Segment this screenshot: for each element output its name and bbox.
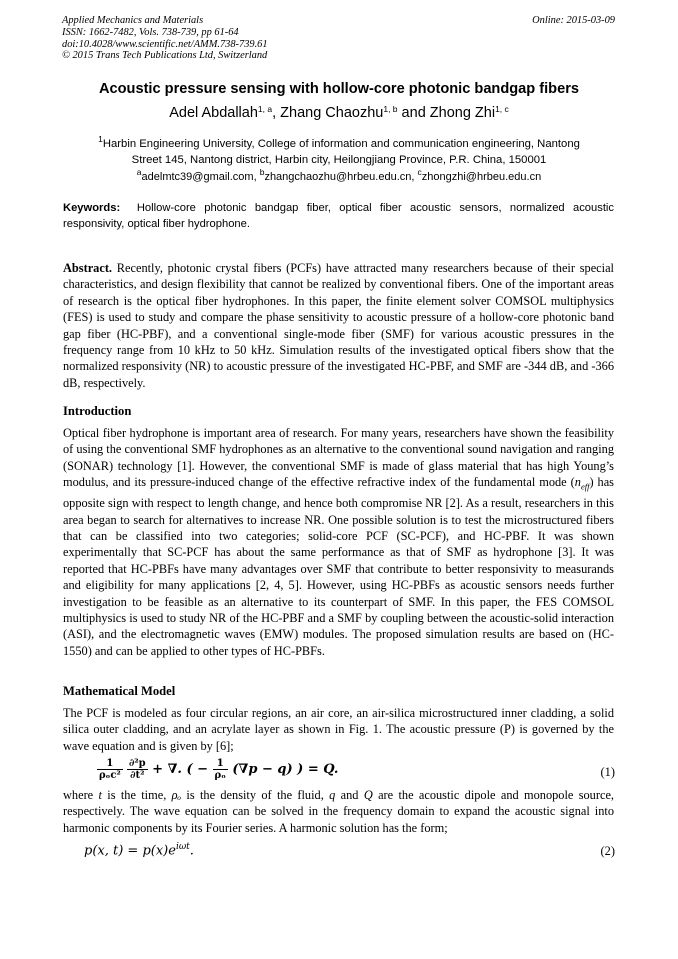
intro-text-part-1: Optical fiber hydrophone is important area of research. For many years, researchers have shown the feasibility of using the conventional SMF hydrophones as an alternative to the conventional sound navigation and ranging (SONAR) technology [1]. However, the conventional SMF is made of glass material that has high Young’s modulus, and its pressure-induced change of the effective refractive index of the fundamental mode ( [63,426,614,490]
affiliation [62,131,616,168]
journal-name: Applied Mechanics and Materials [62,15,204,26]
text2-part: are the acoustic dipole and monopole source, respectively. The wave equation can be solved in the frequency domain to expand the acoustic signal into harmonic components by its Fourier series. A harmonic solution has the form; [63,788,615,835]
var-Q: Q [363,788,373,802]
eq1-frac-1-den: ρₒc² [99,770,121,781]
eq1-frac-2 [127,758,148,781]
online-date: Online: 2015-03-09 [532,15,615,26]
abstract [63,260,614,391]
author-name: Zhong Zhi [429,105,496,121]
author-sup: 1, a [257,104,273,114]
model-text-1: The PCF is modeled as four circular regions, an air core, an air-silica microstructured inner cladding, a solid silica outer cladding, and an acrylate layer as shown in Fig. 1. The acoustic pressure (P) is governed by the wave equation and is given by [6]; [63,706,614,753]
doi-line: doi:10.4028/www.scientific.net/AMM.738-739.61 [62,38,268,50]
text2-part: is the time, [101,788,172,802]
email-sup: b [259,167,265,177]
author-list [40,104,638,121]
eq1-frac-1-num: 1 [97,758,123,770]
email-list [62,167,616,183]
affiliation-line-1: Harbin Engineering University, College of information and communication engineering, Nantong [102,138,580,150]
var-t: t [98,788,102,802]
keywords-text: Hollow-core photonic bandgap fiber, optical fiber acoustic sensors, normalized acoustic responsivity, optical fiber hydrophone. [63,202,615,230]
author-separator: , [272,105,281,121]
email-sup: a [136,167,142,177]
journal-info [62,15,268,62]
text2-part: is the density of the fluid, [181,788,330,802]
model-heading: Mathematical Model [63,684,176,698]
neff-sub: eff [580,481,590,492]
author-name: Adel Abdallah [169,105,258,121]
eq2-exponent: iωt [175,842,190,852]
text2-part: where [63,788,99,802]
copyright-line: © 2015 Trans Tech Publications Ltd, Switzerland [62,50,268,62]
neff-symbol [574,475,590,492]
eq1-frac-2-num: ∂²p [128,758,146,769]
email-separator: , [253,171,260,183]
paper-title: Acoustic pressure sensing with hollow-core photonic bandgap fibers [98,81,580,97]
email-sup: c [417,167,422,177]
email-separator: , [411,171,418,183]
email-link[interactable]: zhongzhi@hrbeu.edu.cn [421,171,542,183]
model-text-2 [63,787,614,836]
author-sup: 1, c [495,104,509,114]
keywords-label: Keywords: [63,202,121,214]
neff-n: n [574,475,581,490]
var-q: q [329,788,336,802]
introduction-text [63,425,614,659]
email-link[interactable]: zhangchaozhu@hrbeu.edu.cn [264,171,412,183]
eq2-lhs: p(x, t) = p(x)e [84,843,176,859]
eq1-frac-3 [213,758,228,781]
abstract-label: Abstract. [63,261,113,275]
intro-text-part-2: ) has opposite sign with respect to length change, and hence both compromise NR [2]. As a result, researchers in this area began to search for alternatives to increase NR. One possible solution is to test the microstructured fibers that can be classified into two categories; solid-core PCF (SC-PCF), and HC-PBF. It was shown experimentally that SC-PCF has about the same performance as that of SMF as hydrophone [3]. It was reported that HC-PBFs have many advantages over SMF that contribute to better responsivity to measurands and eligibility for many applications [2, 4, 5]. However, using HC-PBFs as acoustic sensors needs further investigation to be feasible as an alternative to its counterpart of SMF. In this paper, the FES COMSOL multiphysics is used to study NR of the HC-PBF and a SMF by coupling between the acoustic-solid interaction (ASI), and the electromagnetic waves (EMW) modules. The proposed simulation results are based on (HC-1550) and can be applied to other types of HC-PBFs. [63,475,614,658]
equation-1 [97,758,338,781]
equation-2 [84,842,194,858]
text2-part: and [335,788,364,802]
eq1-frac-2-den: ∂t² [130,770,145,781]
affiliation-sup: 1 [98,134,103,144]
introduction-heading: Introduction [63,404,132,418]
eq2-end: . [189,843,194,859]
author-sup: 1, b [383,104,398,114]
keywords [63,201,614,232]
eq1-frac-3-den: ρₒ [214,770,226,781]
eq1-tail: (∇p − q) ) = Q. [227,762,339,777]
eq1-frac-3-num: 1 [213,758,228,770]
author-separator: and [397,105,430,121]
eq1-middle: + ∇. ( − [147,762,213,777]
affiliation-line-2: Street 145, Nantong district, Harbin city, Heilongjiang Province, P.R. China, 150001 [131,154,547,166]
author-name: Zhang Chaozhu [280,105,384,121]
equation-1-number: (1) [600,765,615,779]
email-link[interactable]: adelmtc39@gmail.com [141,171,254,183]
issn-line: ISSN: 1662-7482, Vols. 738-739, pp 61-64 [62,26,239,38]
abstract-text: Recently, photonic crystal fibers (PCFs) have attracted many researchers because of their special characteristics, and design flexibility that cannot be realized by conventional fibers. One of the important areas of research is the optical fiber hydrophones. In this paper, the finite element solver COMSOL multiphysics (FES) is used to study and compare the phase sensitivity to acoustic pressure of a hollow-core photonic band gap fiber (HC-PBF), and a conventional single-mode fiber (SMF) for various acoustic pressures in the frequency range from 10 kHz to 50 kHz. Simulation results of the investigated optical fibers show that the normalized responsivity (NR) to acoustic pressure of the investigated HC-PBF, and SMF are -344 dB, and -366 dB, respectively. [63,261,614,390]
equation-2-number: (2) [600,844,615,858]
var-rho: ρₒ [171,788,182,802]
eq1-frac-1 [97,758,123,781]
